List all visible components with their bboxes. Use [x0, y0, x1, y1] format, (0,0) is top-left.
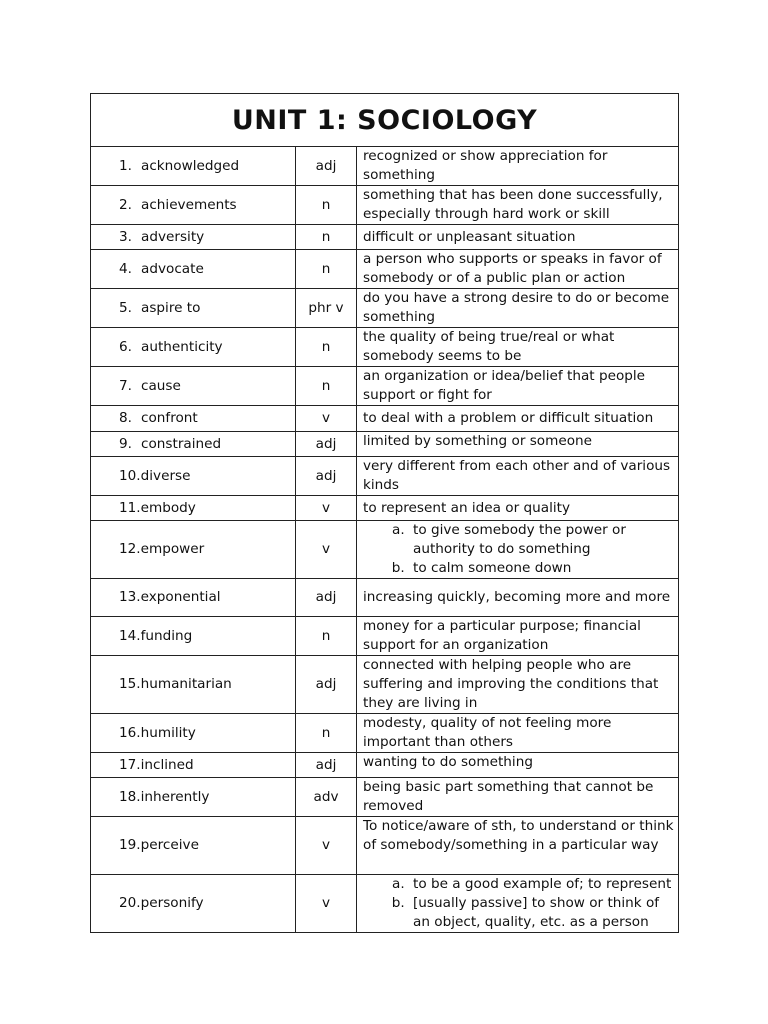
entry-word: embody: [140, 499, 196, 516]
entry-word: adversity: [141, 228, 205, 245]
word-cell: [91, 656, 296, 714]
part-of-speech-cell: v: [296, 817, 357, 875]
entry-word: advocate: [141, 260, 204, 277]
definition-cell: a person who supports or speaks in favor of somebody or of a public plan or action: [357, 250, 679, 289]
definition-list-item: a. to be a good example of; to represent: [409, 875, 674, 894]
table-row: [91, 289, 679, 328]
definition-cell: [357, 521, 679, 579]
entry-word: funding: [140, 627, 193, 644]
definition-cell: increasing quickly, becoming more and more: [357, 579, 679, 617]
table-row: [91, 432, 679, 457]
word-cell: [91, 496, 296, 521]
entry-number: 7.: [119, 377, 132, 394]
part-of-speech-cell: n: [296, 225, 357, 250]
title-row: [91, 94, 679, 147]
part-of-speech-cell: v: [296, 521, 357, 579]
word-cell: [91, 457, 296, 496]
entry-word: empower: [140, 541, 205, 557]
word-cell: [91, 147, 296, 186]
definition-cell: an organization or idea/belief that people support or fight for: [357, 367, 679, 406]
word-cell: [91, 432, 296, 457]
definition-list-item: b. [usually passive] to show or think of an object, quality, etc. as a person: [409, 894, 674, 932]
table-row: [91, 753, 679, 778]
entry-word: perceive: [140, 837, 199, 853]
entry-word: acknowledged: [141, 157, 240, 174]
word-cell: [91, 328, 296, 367]
entry-word: aspire to: [141, 299, 201, 316]
word-cell: [91, 406, 296, 432]
entry-number: 6.: [119, 338, 132, 355]
entry-number: 17.: [119, 756, 141, 773]
word-cell: [91, 521, 296, 579]
definition-list-item: a. to give somebody the power or authority to do something: [409, 521, 674, 559]
entry-number: 1.: [119, 157, 132, 174]
entry-number: 2.: [119, 196, 132, 213]
entry-number: 13.: [119, 589, 141, 605]
entry-number: 10.: [119, 467, 141, 484]
table-row: [91, 328, 679, 367]
part-of-speech-cell: adj: [296, 432, 357, 457]
entry-word: confront: [141, 410, 198, 426]
word-cell: [91, 817, 296, 875]
entry-word: achievements: [141, 196, 237, 213]
definition-cell: money for a particular purpose; financial support for an organization: [357, 617, 679, 656]
table-row: [91, 250, 679, 289]
table-row: [91, 147, 679, 186]
table-row: [91, 367, 679, 406]
definition-cell: something that has been done successfully, especially through hard work or skill: [357, 186, 679, 225]
word-cell: [91, 225, 296, 250]
table-row: [91, 714, 679, 753]
definition-cell: limited by something or someone: [357, 432, 679, 457]
entry-number: 3.: [119, 228, 132, 245]
table-row: [91, 186, 679, 225]
part-of-speech-cell: adv: [296, 778, 357, 817]
table-row: [91, 579, 679, 617]
part-of-speech-cell: n: [296, 617, 357, 656]
entry-word: personify: [140, 895, 204, 911]
part-of-speech-cell: adj: [296, 579, 357, 617]
part-of-speech-cell: n: [296, 250, 357, 289]
table-row: [91, 457, 679, 496]
vocabulary-table: [90, 93, 679, 933]
part-of-speech-cell: adj: [296, 753, 357, 778]
word-cell: [91, 186, 296, 225]
entry-number: 18.: [119, 788, 141, 805]
definition-cell: wanting to do something: [357, 753, 679, 778]
entry-word: exponential: [140, 589, 221, 605]
part-of-speech-cell: phr v: [296, 289, 357, 328]
word-cell: [91, 579, 296, 617]
table-row: [91, 521, 679, 579]
table-row: [91, 225, 679, 250]
definition-cell: To notice/aware of sth, to understand or think of somebody/something in a particular way: [357, 817, 679, 875]
definition-cell: being basic part something that cannot be removed: [357, 778, 679, 817]
definition-list-item: b. to calm someone down: [409, 559, 674, 578]
entry-number: 9.: [119, 435, 132, 452]
table-row: [91, 617, 679, 656]
word-cell: [91, 367, 296, 406]
word-cell: [91, 250, 296, 289]
definition-cell: to deal with a problem or difficult situation: [357, 406, 679, 432]
entry-number: 11.: [119, 499, 141, 516]
part-of-speech-cell: n: [296, 186, 357, 225]
table-row: [91, 656, 679, 714]
entry-number: 4.: [119, 260, 132, 277]
part-of-speech-cell: n: [296, 328, 357, 367]
entry-number: 16.: [119, 724, 141, 741]
entry-word: constrained: [141, 435, 222, 452]
entry-word: humility: [140, 724, 196, 741]
definition-cell: to represent an idea or quality: [357, 496, 679, 521]
entry-word: humanitarian: [140, 676, 232, 692]
entry-number: 15.: [119, 676, 141, 692]
entry-word: cause: [141, 377, 181, 394]
entry-word: inherently: [140, 788, 210, 805]
definition-cell: difficult or unpleasant situation: [357, 225, 679, 250]
word-cell: [91, 714, 296, 753]
part-of-speech-cell: adj: [296, 147, 357, 186]
entry-word: authenticity: [141, 338, 223, 355]
word-cell: [91, 778, 296, 817]
table-row: [91, 817, 679, 875]
entry-word: inclined: [140, 756, 194, 773]
definition-cell: connected with helping people who are suffering and improving the conditions that they are living in: [357, 656, 679, 714]
definition-list: [363, 875, 674, 932]
definition-cell: [357, 875, 679, 933]
entry-number: 5.: [119, 299, 132, 316]
part-of-speech-cell: adj: [296, 457, 357, 496]
entry-number: 20.: [119, 895, 141, 911]
word-cell: [91, 617, 296, 656]
table-row: [91, 406, 679, 432]
table-row: [91, 875, 679, 933]
word-cell: [91, 753, 296, 778]
part-of-speech-cell: n: [296, 714, 357, 753]
part-of-speech-cell: v: [296, 406, 357, 432]
entry-number: 14.: [119, 627, 141, 644]
definition-cell: very different from each other and of various kinds: [357, 457, 679, 496]
definition-cell: the quality of being true/real or what somebody seems to be: [357, 328, 679, 367]
table-row: [91, 778, 679, 817]
word-cell: [91, 875, 296, 933]
entry-number: 8.: [119, 410, 132, 426]
definition-list: [363, 521, 674, 578]
entry-word: diverse: [140, 467, 191, 484]
part-of-speech-cell: v: [296, 875, 357, 933]
part-of-speech-cell: v: [296, 496, 357, 521]
word-cell: [91, 289, 296, 328]
definition-cell: do you have a strong desire to do or become something: [357, 289, 679, 328]
definition-cell: recognized or show appreciation for something: [357, 147, 679, 186]
entry-number: 19.: [119, 837, 141, 853]
entry-number: 12.: [119, 541, 141, 557]
vocabulary-table-body: [91, 94, 679, 933]
definition-cell: modesty, quality of not feeling more important than others: [357, 714, 679, 753]
table-row: [91, 496, 679, 521]
part-of-speech-cell: adj: [296, 656, 357, 714]
part-of-speech-cell: n: [296, 367, 357, 406]
page-title: UNIT 1: SOCIOLOGY: [91, 94, 679, 147]
